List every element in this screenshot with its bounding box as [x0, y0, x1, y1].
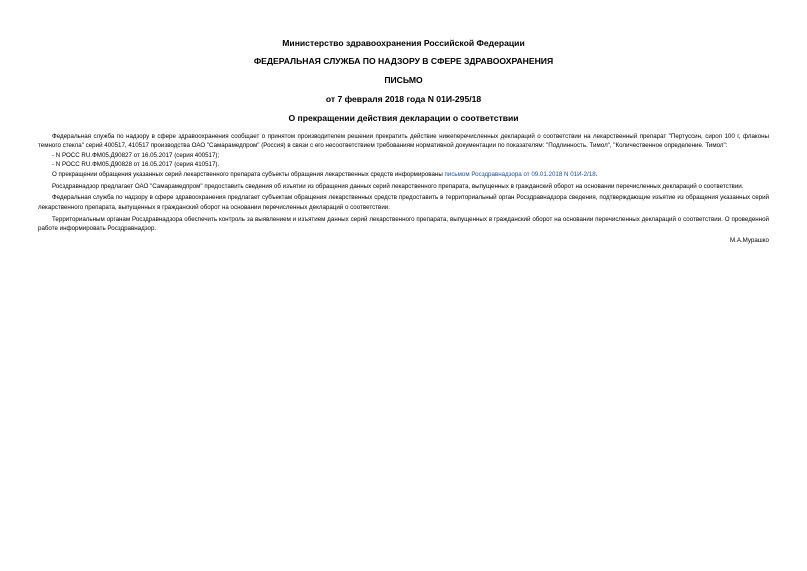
declaration-item-1: - N РОСС RU.ФМ05.Д90827 от 16.05.2017 (серия 400517); — [52, 151, 220, 159]
paragraph-territorial: Территориальным органам Росздравнадзора обеспечить контроль за выявлением и изъятием данных серий лекарственного препарата, выпущенных в гражданский оборот на основании перечисленных деклараций о соответствии. О проведенной работе информировать Росздравнадзор. — [38, 215, 769, 233]
document-body — [38, 132, 769, 234]
service-heading: ФЕДЕРАЛЬНАЯ СЛУЖБА ПО НАДЗОРУ В СФЕРЕ ЗДРАВООХРАНЕНИЯ — [253, 56, 554, 66]
doc-title: О прекращении действия декларации о соответствии — [288, 113, 519, 123]
paragraph-notice-end: . — [595, 170, 598, 178]
paragraph-notice-text: О прекращении обращения указанных серий лекарственного препарата субъекты обращения лекарственных средств информированы — [52, 170, 445, 178]
doc-type-heading: ПИСЬМО — [384, 75, 423, 85]
document-page — [38, 38, 769, 245]
ministry-heading: Министерство здравоохранения Российской Федерации — [282, 38, 525, 48]
paragraph-notice — [38, 170, 769, 179]
doc-date-number: от 7 февраля 2018 года N 01И-295/18 — [325, 94, 482, 104]
signature: М.А.Мурашко — [729, 237, 769, 245]
letter-link[interactable]: письмом Росздравнадзора от 09.01.2018 N 01И-2/18 — [444, 170, 596, 178]
paragraph-intro: Федеральная служба по надзору в сфере здравоохранения сообщает о принятом производителем решении прекратить действие нижеперечисленных деклараций о соответствии на лекарственный препарат "Пертуссин, сироп 100 г, флаконы темного стекла" серий 400517, 410517 производства ОАО "Самарамедпром" (Россия) в связи с его несоответствием требованиям нормативной документации по показателям: "Подлинность. Тимол", "Количественное определение. Тимол": — [38, 133, 769, 150]
paragraph-manufacturer: Росздравнадзор предлагает ОАО "Самарамедпром" предоставить сведения об изъятии из обращения данных серий лекарственного препарата, выпущенных в гражданский оборот на основании перечисленных деклараций о соответствии. — [52, 182, 744, 190]
paragraph-subjects: Федеральная служба по надзору в сфере здравоохранения предлагает субъектам обращения лекарственных средств предоставить в территориальный орган Росздравнадзора сведения, подтверждающие изъятие из обращения указанных серий лекарственного препарата, выпущенных в гражданский оборот на основании перечисленных деклараций о соответствии. — [38, 194, 769, 211]
declaration-item-2: - N РОСС RU.ФМ05.Д90828 от 16.05.2017 (серия 410517). — [52, 161, 220, 169]
